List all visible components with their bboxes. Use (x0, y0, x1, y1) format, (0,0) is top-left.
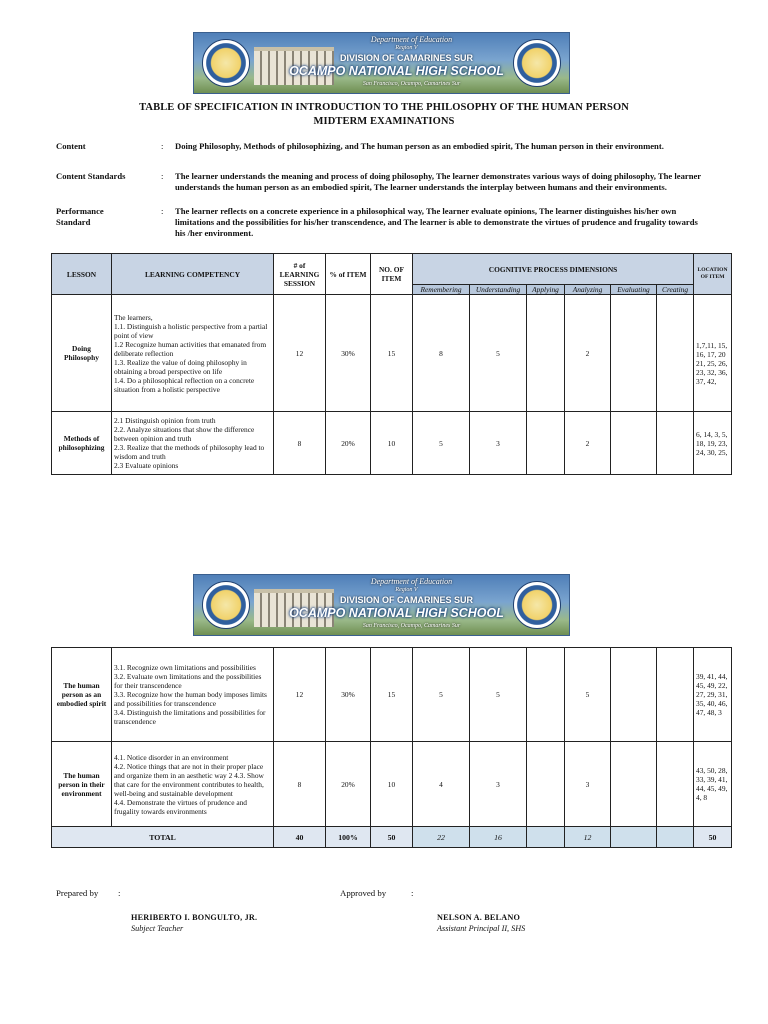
colon: : (161, 171, 164, 181)
sessions-cell: 12 (274, 295, 326, 412)
items-cell: 15 (371, 648, 413, 742)
tos-table-part2 (51, 647, 732, 848)
banner-school-name: OCAMPO NATIONAL HIGH SCHOOL (289, 606, 504, 620)
colon: : (161, 206, 164, 216)
lesson-cell: Methods of philosophizing (52, 412, 112, 475)
understanding-cell: 3 (470, 742, 527, 827)
header-competency: LEARNING COMPETENCY (112, 254, 274, 295)
creating-cell (657, 412, 694, 475)
evaluating-cell (611, 412, 657, 475)
approved-by-label: Approved by (340, 888, 387, 898)
colon: : (411, 888, 414, 898)
remembering-cell: 5 (413, 412, 470, 475)
prepared-by-label: Prepared by (56, 888, 99, 898)
school-banner (193, 32, 570, 94)
total-location: 50 (694, 827, 732, 848)
total-items: 50 (371, 827, 413, 848)
deped-seal-icon (202, 39, 250, 87)
creating-cell (657, 648, 694, 742)
table-row (52, 295, 732, 412)
sessions-cell: 8 (274, 412, 326, 475)
school-seal-icon (513, 581, 561, 629)
competency-cell: 3.1. Recognize own limitations and possibilities 3.2. Evaluate own limitations and the possibilities for their transcendence 3.3. Recognize how the human body imposes limits and possibilities for transcendence 3.4. Distinguish the limitations and possibilities for transcendence (112, 648, 274, 742)
competency-cell: 2.1 Distinguish opinion from truth 2.2. Analyze situations that show the difference between opinion and truth 2.3. Realize that the methods of philosophy lead to wisdom and truth 2.3 Evaluate opinions (112, 412, 274, 475)
total-applying (527, 827, 565, 848)
banner-line2: Region V (395, 587, 418, 593)
understanding-cell: 5 (470, 295, 527, 412)
sessions-cell: 12 (274, 648, 326, 742)
remembering-cell: 4 (413, 742, 470, 827)
remembering-cell: 8 (413, 295, 470, 412)
applying-cell (527, 648, 565, 742)
performance-label: Performance (56, 206, 104, 216)
analyzing-cell: 5 (565, 648, 611, 742)
analyzing-cell: 2 (565, 295, 611, 412)
doc-title: TABLE OF SPECIFICATION IN INTRODUCTION TO THE PHILOSOPHY OF THE HUMAN PERSON (139, 102, 629, 113)
pct-cell: 20% (326, 742, 371, 827)
school-banner-page2 (193, 574, 570, 636)
performance-value: The learner reflects on a concrete experience in a philosophical way, The learner evaluate opinions, The learner distinguishes his/her own limitations and the possibilities for his/her transcendence, and The learner is able to demonstrate the virtues of prudence and frugality towards his /her environment. (175, 206, 698, 238)
table-row (52, 648, 732, 742)
header-understanding: Understanding (470, 285, 527, 295)
total-sessions: 40 (274, 827, 326, 848)
content-standards-label: Content Standards (56, 171, 126, 181)
pct-cell: 30% (326, 648, 371, 742)
performance-label-2: Standard (56, 217, 91, 227)
banner-address: San Francisco, Ocampo, Camarines Sur (362, 81, 461, 87)
understanding-cell: 5 (470, 648, 527, 742)
items-cell: 10 (371, 742, 413, 827)
lesson-cell: The human person as an embodied spirit (52, 648, 112, 742)
creating-cell (657, 295, 694, 412)
applying-cell (527, 412, 565, 475)
total-label: TOTAL (52, 827, 274, 848)
banner-address: San Francisco, Ocampo, Camarines Sur (362, 623, 461, 629)
table-row (52, 742, 732, 827)
location-cell: 1,7,11, 15, 16, 17, 20 21, 25, 26, 23, 32, 36, 37, 42, (694, 295, 732, 412)
applying-cell (527, 295, 565, 412)
banner-line1: Department of Education (370, 35, 453, 44)
lesson-cell: Doing Philosophy (52, 295, 112, 412)
location-cell: 6, 14, 3, 5, 18, 19, 23, 24, 30, 25, (694, 412, 732, 475)
evaluating-cell (611, 295, 657, 412)
banner-school-name: OCAMPO NATIONAL HIGH SCHOOL (289, 64, 504, 78)
colon: : (118, 888, 121, 898)
header-applying: Applying (527, 285, 565, 295)
understanding-cell: 3 (470, 412, 527, 475)
competency-cell: The learners, 1.1. Distinguish a holistic perspective from a partial point of view 1.2 Recognize human activities that emanated from deliberate reflection 1.3. Realize the value of doing philosophy in obtaining a broad perspective on life 1.4. Do a philosophical reflection on a concrete situation from a holistic perspective (112, 295, 274, 412)
table-row (52, 412, 732, 475)
evaluating-cell (611, 648, 657, 742)
applying-cell (527, 742, 565, 827)
deped-seal-icon (202, 581, 250, 629)
analyzing-cell: 3 (565, 742, 611, 827)
lesson-cell: The human person in their environment (52, 742, 112, 827)
doc-subtitle: MIDTERM EXAMINATIONS (313, 116, 455, 127)
banner-division: DIVISION OF CAMARINES SUR (339, 595, 473, 605)
header-analyzing: Analyzing (565, 285, 611, 295)
school-seal-icon (513, 39, 561, 87)
header-remembering: Remembering (413, 285, 470, 295)
banner-division: DIVISION OF CAMARINES SUR (339, 53, 473, 63)
creating-cell (657, 742, 694, 827)
total-remembering: 22 (413, 827, 470, 848)
tos-table-part1 (51, 253, 732, 475)
location-cell: 43, 50, 28, 33, 39, 41, 44, 45, 49, 4, 8 (694, 742, 732, 827)
approved-by-name: NELSON A. BELANO (437, 913, 521, 922)
total-understanding: 16 (470, 827, 527, 848)
content-standards-value: The learner understands the meaning and process of doing philosophy, The learner demonstrates various ways of doing philosophy, The learner understands the human person as an embodied spirit, The learner understands the interplay between humans and their environments. (175, 171, 701, 192)
total-evaluating (611, 827, 657, 848)
evaluating-cell (611, 742, 657, 827)
total-pct: 100% (326, 827, 371, 848)
banner-line1: Department of Education (370, 577, 453, 586)
header-dimensions: COGNITIVE PROCESS DIMENSIONS (413, 254, 694, 285)
total-row (52, 827, 732, 848)
analyzing-cell: 2 (565, 412, 611, 475)
colon: : (161, 141, 164, 151)
header-evaluating: Evaluating (611, 285, 657, 295)
total-creating (657, 827, 694, 848)
prepared-by-name: HERIBERTO I. BONGULTO, JR. (131, 913, 258, 922)
header-pct: % of ITEM (326, 254, 371, 295)
items-cell: 15 (371, 295, 413, 412)
sessions-cell: 8 (274, 742, 326, 827)
header-items: NO. OF ITEM (371, 254, 413, 295)
banner-line2: Region V (395, 45, 418, 51)
header-lesson: LESSON (52, 254, 112, 295)
total-analyzing: 12 (565, 827, 611, 848)
header-creating: Creating (657, 285, 694, 295)
items-cell: 10 (371, 412, 413, 475)
header-sessions: # of LEARNING SESSION (274, 254, 326, 295)
competency-cell: 4.1. Notice disorder in an environment 4.2. Notice things that are not in their proper place and organize them in an aesthetic way 2 4.3. Show that care for the environment contributes to health, well-being and sustainable development 4.4. Demonstrate the virtues of prudence and frugality towards environments (112, 742, 274, 827)
remembering-cell: 5 (413, 648, 470, 742)
pct-cell: 20% (326, 412, 371, 475)
content-label: Content (56, 141, 86, 151)
approved-by-position: Assistant Principal II, SHS (437, 924, 526, 933)
header-location: LOCATION OF ITEM (694, 254, 732, 295)
content-value: Doing Philosophy, Methods of philosophizing, and The human person as an embodied spirit, The human person in their environment. (175, 141, 664, 151)
pct-cell: 30% (326, 295, 371, 412)
location-cell: 39, 41, 44, 45, 49, 22, 27, 29, 31, 35, 40, 46, 47, 48, 3 (694, 648, 732, 742)
prepared-by-position: Subject Teacher (131, 924, 184, 933)
